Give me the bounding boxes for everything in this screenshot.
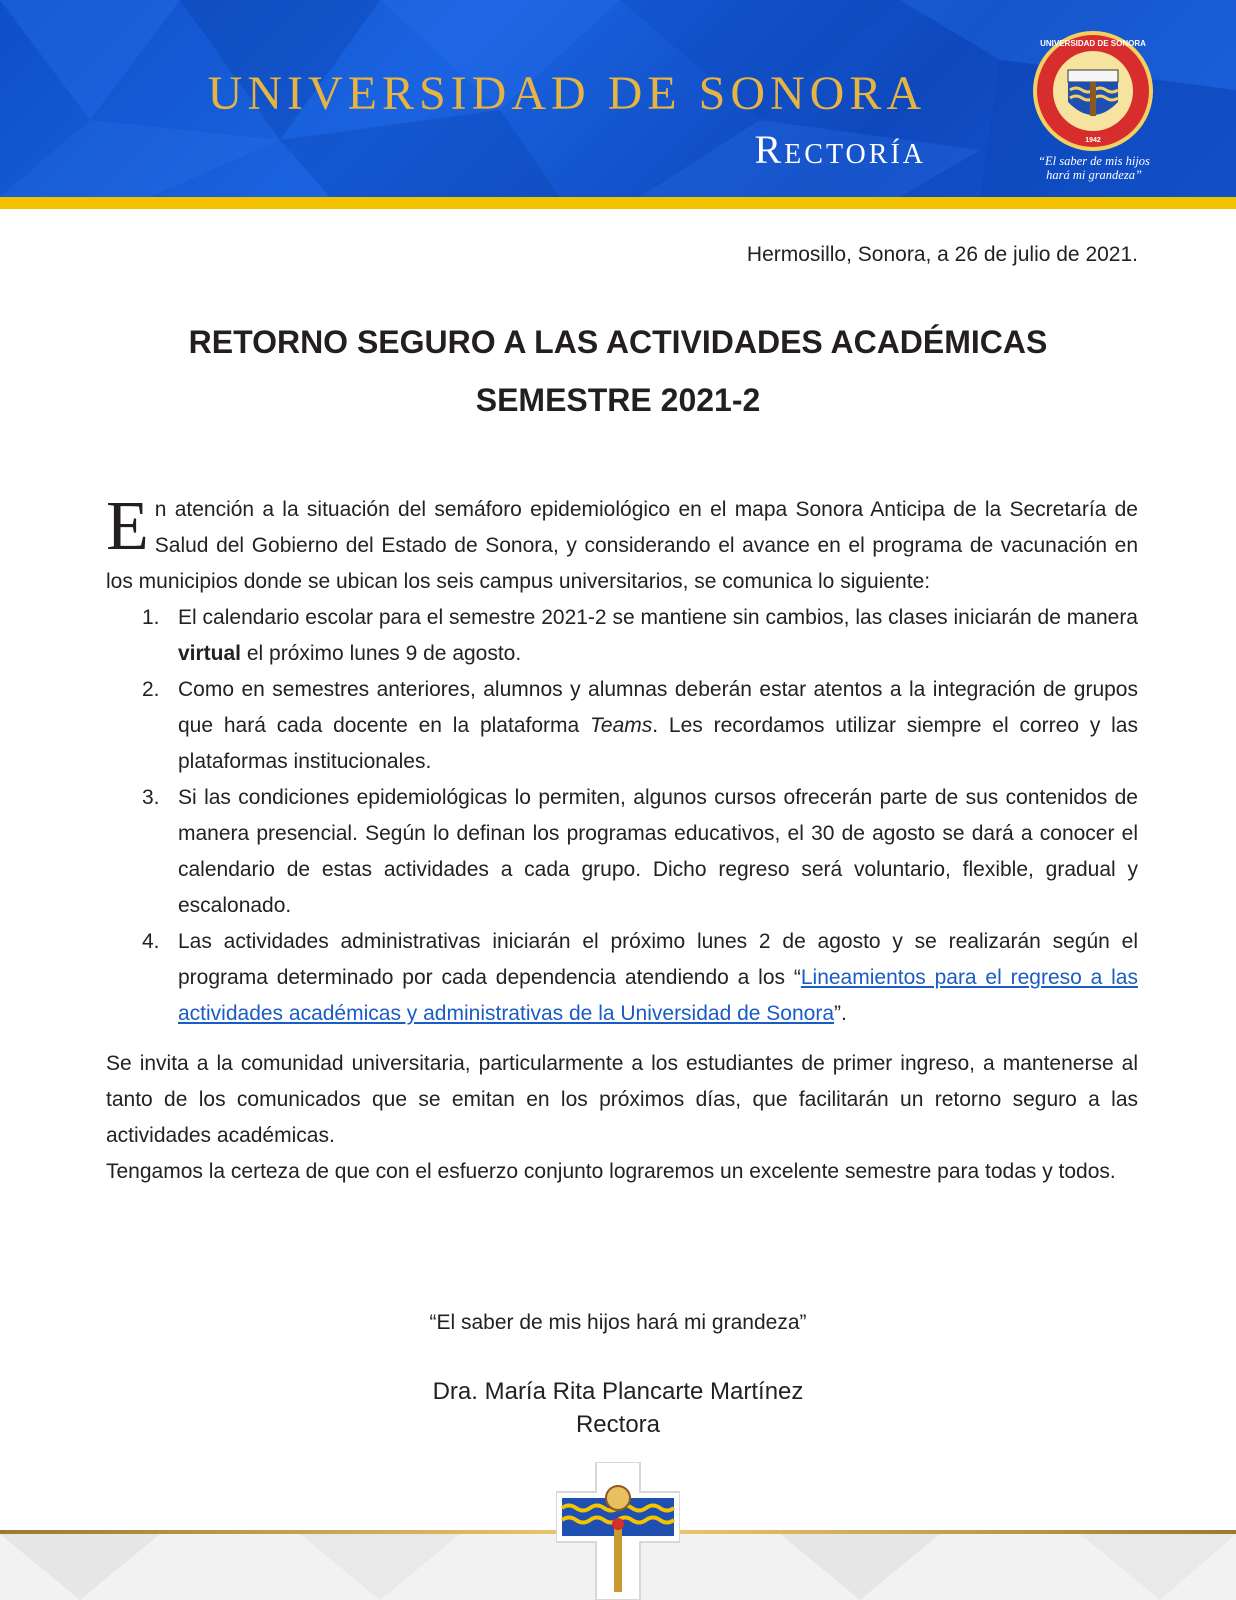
points-list — [106, 600, 1138, 1032]
item-number: 3. — [142, 786, 160, 809]
invite-paragraph: Se invita a la comunidad universitaria, particularmente a los estudiantes de primer ingreso, a mantenerse al tanto de los comunicados que se emitan en los próximos días, que facilitarán un retorno seguro a las actividades académicas. — [106, 1052, 1138, 1147]
item-text: Como en semestres anteriores, alumnos y alumnas deberán estar atentos a la integración de grupos que hará cada docente en la plataforma — [178, 678, 1138, 737]
item-italic-text: Teams — [590, 714, 653, 737]
item-text: . Les recordamos utilizar siempre el correo y las plataformas institucionales. — [178, 714, 1138, 773]
item-text: ”. — [834, 1002, 847, 1025]
intro-text: n atención a la situación del semáforo epidemiológico en el mapa Sonora Anticipa de la Secretaría de Salud del Gobierno del Estado de Sonora, y considerando el avance en el programa de vacunación en los municipios donde se ubican los seis campus universitarios, se comunica lo siguiente: — [106, 498, 1138, 593]
item-number: 4. — [142, 930, 160, 953]
list-item — [106, 672, 1138, 780]
list-item — [106, 924, 1138, 1032]
svg-text:UNIVERSIDAD DE SONORA: UNIVERSIDAD DE SONORA — [1040, 39, 1146, 48]
university-seal-icon — [1032, 30, 1154, 152]
item-text: Las actividades administrativas iniciarán el próximo lunes 2 de agosto y se realizarán según el programa determinado por cada dependencia atendiendo a los “ — [178, 930, 1138, 989]
item-number: 1. — [142, 606, 160, 629]
drop-cap: E — [106, 488, 149, 565]
closing-motto: “El saber de mis hijos hará mi grandeza” — [429, 1311, 807, 1334]
guidelines-link[interactable]: Lineamientos para el regreso a las actividades académicas y administrativas de la Universidad de Sonora — [178, 966, 1138, 1025]
signer-role: Rectora — [575, 1411, 661, 1438]
letter-date: Hermosillo, Sonora, a 26 de julio de 2021. — [746, 243, 1138, 266]
letter-title-line1: RETORNO SEGURO A LAS ACTIVIDADES ACADÉMICAS — [188, 324, 1048, 360]
letterhead-banner — [0, 0, 1236, 197]
item-text: el próximo lunes 9 de agosto. — [241, 642, 522, 665]
svg-text:1942: 1942 — [1085, 137, 1101, 144]
university-emblem-icon — [556, 1462, 680, 1600]
list-item — [106, 600, 1138, 672]
item-text: Si las condiciones epidemiológicas lo permiten, algunos cursos ofrecerán parte de sus contenidos de manera presencial. Según lo definan los programas educativos, el 30 de agosto se dará a conocer el calendario de estas actividades a cada grupo. Dicho regreso será voluntario, flexible, gradual y escalonado. — [178, 786, 1138, 917]
signer-name: Dra. María Rita Plancarte Martínez — [432, 1378, 804, 1405]
closing-paragraph: Tengamos la certeza de que con el esfuerzo conjunto lograremos un excelente semestre para todas y todos. — [106, 1160, 1116, 1183]
item-bold-text: virtual — [178, 642, 242, 665]
intro-paragraph — [106, 488, 1138, 600]
header-motto — [1010, 154, 1178, 182]
list-item — [106, 780, 1138, 924]
office-name: Rectoría — [754, 127, 926, 172]
university-name: UNIVERSIDAD DE SONORA — [207, 67, 926, 120]
header-motto-line2: hará mi grandeza” — [1046, 168, 1142, 182]
item-number: 2. — [142, 678, 160, 701]
item-text: El calendario escolar para el semestre 2021-2 se mantiene sin cambios, las clases iniciarán de manera — [178, 606, 1138, 629]
letter-title-line2: SEMESTRE 2021-2 — [475, 382, 761, 418]
letter-body — [106, 488, 1138, 1190]
header-gold-bar — [0, 197, 1236, 209]
header-motto-line1: “El saber de mis hijos — [1038, 154, 1150, 168]
